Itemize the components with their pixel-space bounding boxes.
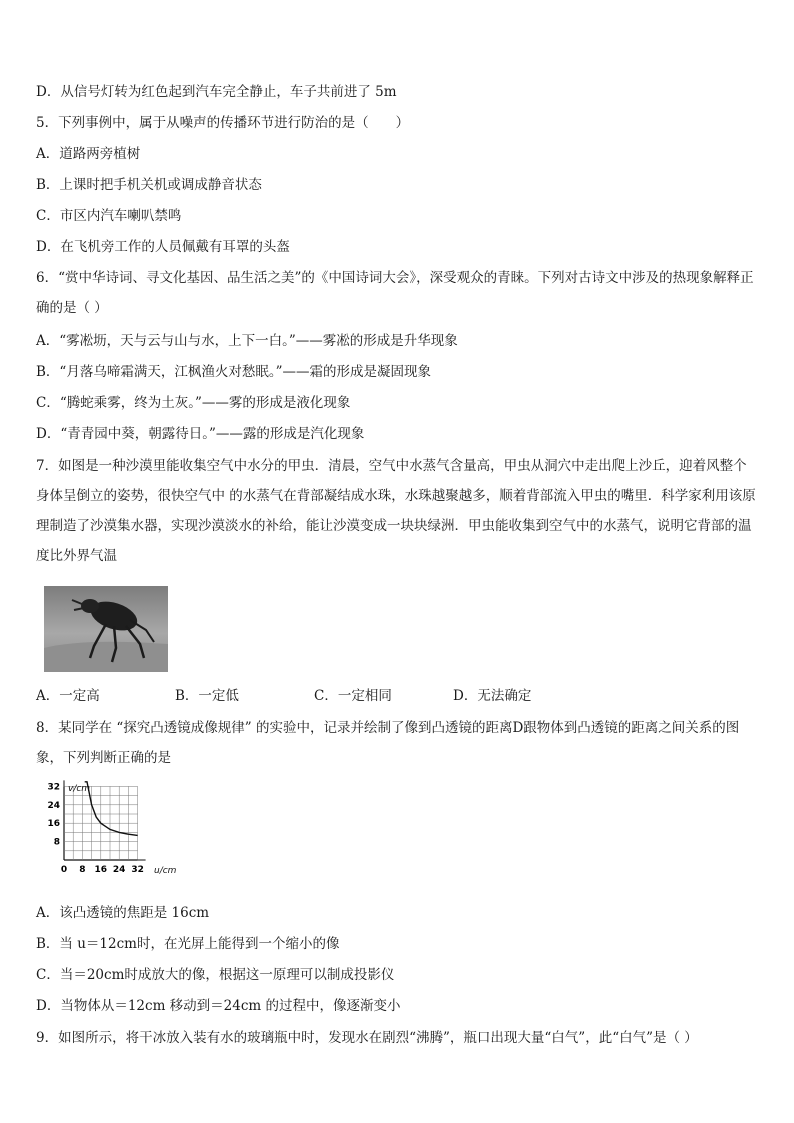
y-axis-label: v/cm <box>68 784 91 794</box>
q9-stem: 9．如图所示，将干冰放入装有水的玻璃瓶中时，发现水在剧烈“沸腾”，瓶口出现大量“白气”，此“白气”是（ ） <box>36 1030 698 1046</box>
q4-option-d: D．从信号灯转为红色起到汽车完全静止，车子共前进了 5m <box>36 84 397 100</box>
beetle-photo <box>44 586 168 672</box>
q8-option-a: A．该凸透镜的焦距是 16cm <box>36 905 210 921</box>
q8-option-b: B．当 u＝12cm时，在光屏上能得到一个缩小的像 <box>36 936 340 952</box>
q8-stem: 8．某同学在 “探究凸透镜成像规律” 的实验中，记录并绘制了像到凸透镜的距离D跟物体到凸透镜的距离之间关系的图象，下列判断正确的是 <box>36 720 740 766</box>
x-tick-label: 0 <box>60 865 68 875</box>
q7-option-d: D．无法确定 <box>453 688 532 704</box>
y-tick-label: 32 <box>47 782 60 793</box>
y-tick-label: 24 <box>47 800 60 811</box>
x-tick-label: 16 <box>94 865 108 875</box>
x-tick-label: 32 <box>131 865 144 875</box>
q7-option-a: A．一定高 <box>36 688 100 704</box>
q6-option-d: D．“青青园中葵，朝露待日。”——露的形成是汽化现象 <box>36 426 365 442</box>
q5-option-d: D．在飞机旁工作的人员佩戴有耳罩的头盔 <box>36 239 290 255</box>
q5-option-a: A．道路两旁植树 <box>36 146 141 162</box>
x-tick-label: 24 <box>112 865 126 875</box>
y-tick-labels <box>47 782 60 847</box>
q6-stem: 6．“赏中华诗词、寻文化基因、品生活之美”的《中国诗词大会》，深受观众的青睐。下列对古诗文中涉及的热现象解释正确的是（ ） <box>36 270 754 316</box>
q7-option-c: C．一定相同 <box>314 688 392 704</box>
q6-option-c: C．“腾蛇乘雾，终为土灰。”——雾的形成是液化现象 <box>36 395 351 411</box>
lens-graph <box>38 778 198 888</box>
q5-option-b: B．上课时把手机关机或调成静音状态 <box>36 177 262 193</box>
q8-option-d: D．当物体从＝12cm 移动到＝24cm 的过程中，像逐渐变小 <box>36 998 401 1014</box>
q5-stem: 5．下列事例中，属于从噪声的传播环节进行防治的是（ ） <box>36 115 410 131</box>
y-tick-label: 16 <box>47 819 60 830</box>
x-axis-label: u/cm <box>154 866 177 876</box>
q7-option-b: B．一定低 <box>175 688 239 704</box>
lens-graph-svg <box>38 778 198 888</box>
q5-option-c: C．市区内汽车喇叭禁鸣 <box>36 208 182 224</box>
q8-option-c: C．当＝20cm时成放大的像，根据这一原理可以制成投影仪 <box>36 967 395 983</box>
q6-option-b: B．“月落乌啼霜满天，江枫渔火对愁眠。”——霜的形成是凝固现象 <box>36 364 431 380</box>
q7-stem: 7．如图是一种沙漠里能收集空气中水分的甲虫．清晨，空气中水蒸气含量高，甲虫从洞穴中走出爬上沙丘，迎着风整个身体呈倒立的姿势，很快空气中 的水蒸气在背部凝结成水珠，水珠越聚越多，顺着背部流入甲虫的嘴里．科学家利用该原理制造了沙漠集水器，实现沙漠淡水的补给，能让沙漠变成一块块绿洲．甲虫能收集到空气中的水蒸气，说明它背部的温度比外界气温 <box>36 458 756 564</box>
y-tick-label: 8 <box>53 837 60 848</box>
x-tick-label: 8 <box>79 865 86 875</box>
image-distance-curve <box>85 782 138 836</box>
x-tick-labels <box>61 865 144 875</box>
q6-option-a: A．“雾凇坜，天与云与山与水，上下一白。”——雾凇的形成是升华现象 <box>36 333 458 349</box>
